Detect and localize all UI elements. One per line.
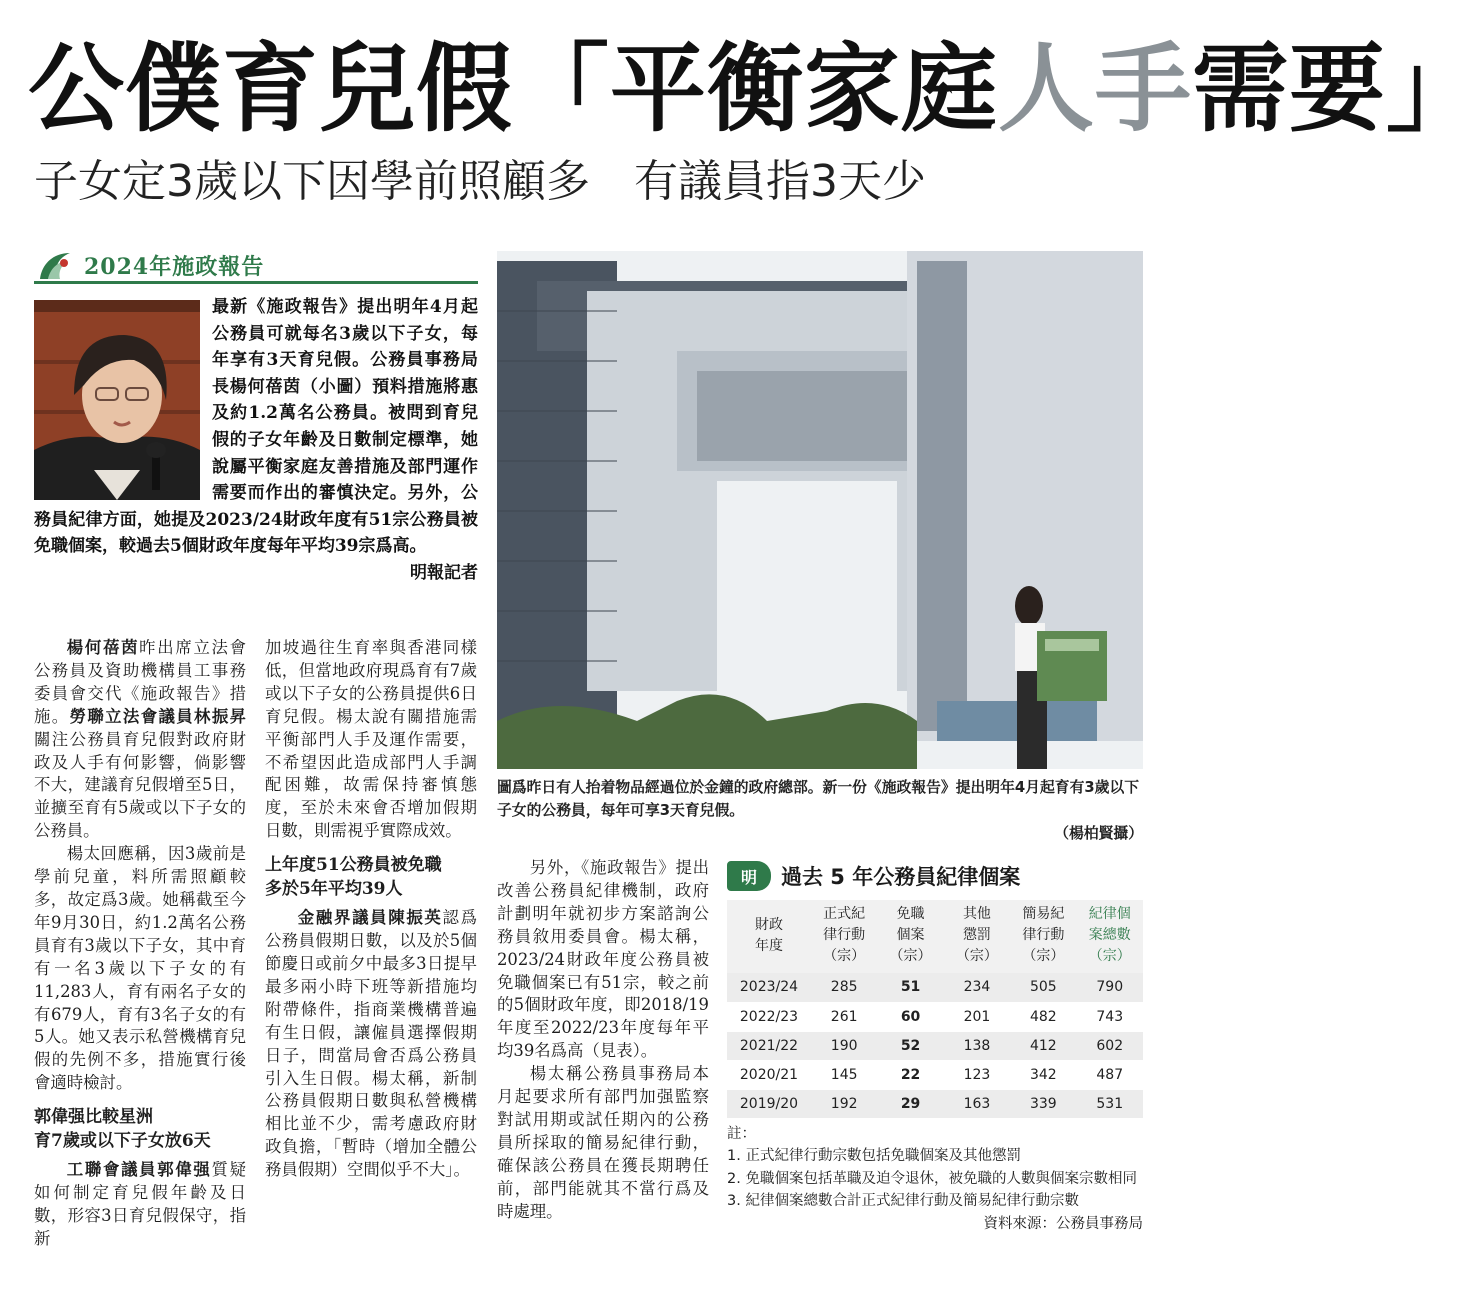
headline-part1: 公僕育兒假「平衡家庭 — [28, 33, 998, 145]
byline: 明報記者 — [410, 562, 478, 583]
photo-credit: （楊柏賢攝） — [1054, 825, 1143, 842]
table-cell: 505 — [1010, 973, 1076, 1002]
table-cell: 339 — [1010, 1089, 1076, 1118]
table-row — [727, 1060, 1143, 1089]
table-cell: 123 — [944, 1060, 1010, 1089]
table-cell: 60 — [877, 1002, 943, 1031]
table-cell: 234 — [944, 973, 1010, 1002]
table-row — [727, 973, 1143, 1002]
lede-text: 最新《施政報告》提出明年4月起公務員可就每名3歲以下子女，每年享有3天育兒假。公務員事務局長楊何蓓茵（小圖）預料措施將惠及約1.2萬名公務員。被問到育兒假的子女年齡及日數制定標準，她說屬平衡家庭友善措施及部門運作需要而作出的審慎決定。另外，公務員紀律方面，她提及2023/24財政年度有51宗公務員被免職個案，較過去5個財政年度每年平均39宗爲高。 — [34, 297, 478, 557]
data-source: 資料來源：公務員事務局 — [983, 1215, 1143, 1232]
headline-part2: 需要」 — [1192, 33, 1483, 145]
headline-accent: 人手 — [998, 33, 1192, 145]
table-cell: 190 — [811, 1031, 877, 1060]
table-cell: 138 — [944, 1031, 1010, 1060]
notes-label: 註： — [727, 1125, 756, 1142]
table-cell: 2022/23 — [727, 1002, 811, 1031]
article-column-3 — [497, 857, 709, 1224]
photo-caption — [497, 776, 1143, 845]
table-row — [727, 1002, 1143, 1031]
table-cell: 2020/21 — [727, 1060, 811, 1089]
government-hq-photo — [497, 251, 1143, 769]
table-cell: 285 — [811, 973, 877, 1002]
table-header-row — [727, 900, 1143, 973]
table-cell: 743 — [1077, 1002, 1143, 1031]
paragraph: 另外，《施政報告》提出改善公務員紀律機制，政府計劃明年就初步方案諮詢公務員敘用委員會。楊太稱，2023/24財政年度公務員被免職個案已有51宗，較之前的5個財政年度，即2018/19年度至2022/23年度每年平均39名爲高（見表）。 — [497, 858, 709, 1061]
table-cell: 790 — [1077, 973, 1143, 1002]
note-item: 1. 正式紀律行動宗數包括免職個案及其他懲罰 — [727, 1148, 1021, 1164]
paragraph: 加坡過往生育率與香港同樣低，但當地政府現爲育有7歲或以下子女的公務員提供6日育兒假。楊太說有關措施需平衡部門人手及運作需要，不希望因此造成部門人手調配困難，故需保持審慎態度，至於未來會否增加假期日數，則需視乎實際成效。 — [265, 638, 477, 841]
table-cell: 2021/22 — [727, 1031, 811, 1060]
lede-paragraph — [34, 294, 478, 587]
mingpao-badge: 明 — [727, 861, 771, 891]
note-item: 2. 免職個案包括革職及迫令退休，被免職的人數與個案宗數相同 — [727, 1170, 1137, 1187]
headline — [28, 30, 1483, 150]
table-cell: 51 — [877, 973, 943, 1002]
section-tag-label: 2024年施政報告 — [84, 254, 265, 280]
paragraph: 工聯會議員郭偉强質疑如何制定育兒假年齡及日數，形容3日育兒假保守，指新 — [34, 1160, 247, 1248]
paragraph: 楊太稱公務員事務局本月起要求所有部門加强監察對試用期或試任期內的公務員所採取的簡易紀律行動，確保該公務員在獲長期聘任前，部門能就其不當行爲及時處理。 — [497, 1064, 709, 1221]
table-cell: 2023/24 — [727, 973, 811, 1002]
table-cell: 487 — [1077, 1060, 1143, 1089]
table-cell: 531 — [1077, 1089, 1143, 1118]
table-row — [727, 1089, 1143, 1118]
table-cell: 482 — [1010, 1002, 1076, 1031]
table-header-cell: 財政 年度 — [727, 900, 811, 973]
table-header-cell: 紀律個 案總數 （宗） — [1077, 900, 1143, 973]
table-cell: 342 — [1010, 1060, 1076, 1089]
table-title-bar — [727, 858, 1143, 894]
table-cell: 201 — [944, 1002, 1010, 1031]
policy-address-logo-icon — [34, 249, 78, 283]
article-column-1 — [34, 637, 246, 1251]
table-header-cell: 正式紀 律行動 （宗） — [811, 900, 877, 973]
table-cell: 145 — [811, 1060, 877, 1089]
table-cell: 2019/20 — [727, 1089, 811, 1118]
paragraph: 楊何蓓茵昨出席立法會公務員及資助機構員工事務委員會交代《施政報告》措施。勞聯立法會議員林振昇關注公務員育兒假對政府財政及人手有何影響，倘影響不大，建議育兒假增至5日，並擴至育有5歲或以下子女的公務員。 — [34, 638, 247, 841]
table-cell: 29 — [877, 1089, 943, 1118]
table-header-cell: 免職 個案 （宗） — [877, 900, 943, 973]
table-cell: 52 — [877, 1031, 943, 1060]
subtitle: 上年度51公務員被免職 多於5年平均39人 — [265, 855, 442, 900]
table-cell: 163 — [944, 1089, 1010, 1118]
table-row — [727, 1031, 1143, 1060]
table-title: 過去 5 年公務員紀律個案 — [781, 865, 1021, 889]
paragraph: 楊太回應稱，因3歲前是學前兒童，料所需照顧較多，故定爲3歲。她稱截至今年9月30日，約1.2萬名公務員育有3歲以下子女，其中育有一名3歲以下子女的有11,283人，育有兩名子女的有679人，育有3名子女的有5人。她又表示私營機構育兒假的先例不多，措施實行後會適時檢討。 — [34, 844, 246, 1093]
table-header-cell: 其他 懲罰 （宗） — [944, 900, 1010, 973]
table-header-cell: 簡易紀 律行動 （宗） — [1010, 900, 1076, 973]
subheadline: 子女定3歲以下因學前照顧多 有議員指3天少 — [34, 156, 926, 207]
subtitle: 郭偉强比較星洲 育7歲或以下子女放6天 — [34, 1107, 211, 1152]
note-item: 3. 紀律個案總數合計正式紀律行動及簡易紀律行動宗數 — [727, 1193, 1079, 1209]
table-cell: 261 — [811, 1002, 877, 1031]
table-cell: 192 — [811, 1089, 877, 1118]
table-notes — [727, 1123, 1143, 1213]
caption-text: 圖爲昨日有人抬着物品經過位於金鐘的政府總部。新一份《施政報告》提出明年4月起育有3歲以下子女的公務員，每年可享3天育兒假。 — [497, 779, 1140, 819]
article-column-2 — [265, 637, 477, 1182]
table-cell: 22 — [877, 1060, 943, 1089]
table-cell: 412 — [1010, 1031, 1076, 1060]
discipline-cases-table — [727, 900, 1143, 1119]
discipline-cases-table-box — [727, 858, 1143, 1268]
table-cell: 602 — [1077, 1031, 1143, 1060]
paragraph: 金融界議員陳振英認爲公務員假期日數，以及於5個節慶日或前夕中最多3日提早最多兩小時下班等新措施均附帶條件，指商業機構普遍有生日假，讓僱員選擇假期日子，問當局會否爲公務員引入生日假。楊太稱，新制公務員假期日數與私營機構相比並不少，需考慮政府財政負擔，「暫時（增加全體公務員假期）空間似乎不大」。 — [265, 908, 478, 1180]
section-tag — [34, 250, 478, 284]
